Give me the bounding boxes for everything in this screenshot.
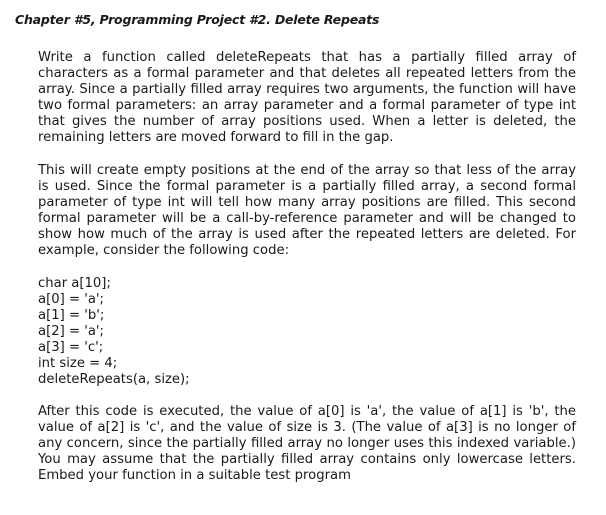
code-line: a[3] = 'c'; [38,340,104,355]
conclusion-paragraph: After this code is executed, the value of a[0] is 'a', the value of a[1] is 'b', the value of a[2] is 'c', and the value of size is 3. (The value of a[3] is no longer of any concern, since the partially filled array no longer uses this indexed variable.) You may assume that the partially filled array contains only lowercase letters. Embed your function in a suitable test program [38,404,576,483]
intro-paragraph: Write a function called deleteRepeats that has a partially filled array of characters as a formal parameter and that deletes all repeated letters from the array. Since a partially filled array requires two arguments, the function will have two formal parameters: an array parameter and a formal parameter of type int that gives the number of array positions used. When a letter is deleted, the remaining letters are moved forward to fill in the gap. [38,50,576,145]
code-line: int size = 4; [38,356,118,371]
code-line: a[2] = 'a'; [38,324,104,339]
document-body [38,50,576,484]
code-line: deleteRepeats(a, size); [38,372,190,387]
code-example [38,276,576,388]
code-line: a[0] = 'a'; [38,292,104,307]
code-line: a[1] = 'b'; [38,308,105,323]
detail-paragraph: This will create empty positions at the end of the array so that less of the array is used. Since the formal parameter is a partially filled array, a second formal parameter of type int will tell how many array positions are filled. This second formal parameter will be a call-by-reference parameter and will be changed to show how much of the array is used after the repeated letters are deleted. For example, consider the following code: [38,163,576,258]
page-title: Chapter #5, Programming Project #2. Delete Repeats [15,12,380,27]
code-line: char a[10]; [38,276,111,291]
